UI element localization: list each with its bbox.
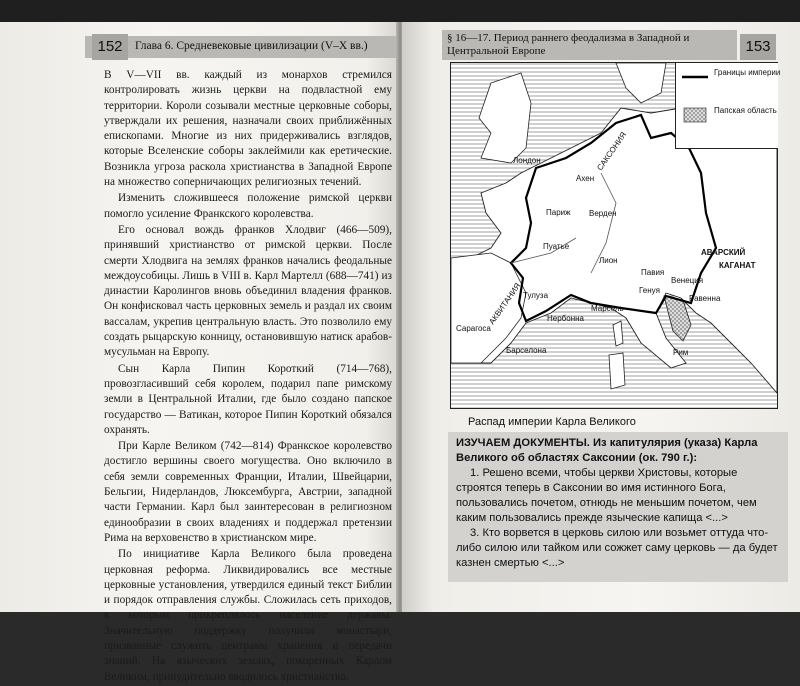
right-page-number: 153 [740,34,776,60]
document-title: ИЗУЧАЕМ ДОКУМЕНТЫ. Из капитулярия (указа) Карла Великого об областях Саксонии (ок. 790 г.): [456,437,758,464]
left-page [0,22,398,683]
right-running-header: § 16—17. Период раннего феодализма в Западной и Центральной Европе [447,32,690,57]
sardinia-land [609,353,625,389]
legend-label: Папская область [714,106,777,115]
map-label: Нербонна [547,314,584,323]
left-running-header: Глава 6. Средневековые цивилизации (V–X вв.) [135,40,368,52]
papal-legend-swatch [684,108,706,122]
map-label: Венеция [671,276,704,285]
legend-svg [676,63,781,148]
left-body-text [104,68,392,686]
document-box [448,432,788,582]
paragraph: Изменить сложившееся положение римской церкви помогло усиление Франкского королевства. [104,192,392,220]
right-page [402,22,800,612]
map-label: АКВИТАНИЯ [487,281,523,327]
paragraph: При Карле Великом (742—814) Франкское королевство достигло вершины своего могущества. Оно включило в себя земли современных Франции, Италии, Швейцарии, Бельгии, Нидерландов, Люксембурга, Австрии, западной части Германии. Карл был заинтересован в религиозном единообразии в своих владениях и поддержал претензии Рима на верховенство в христианском мире. [104,440,392,544]
historical-map [450,62,781,409]
map-legend [675,63,781,149]
map-label: КАГАНАТ [719,261,756,270]
map-label: Генуя [639,286,660,295]
map-label: Верден [589,209,617,218]
document-item: 3. Кто ворвется в церковь силою или возьмет оттуда что-либо силою или тайком или сожжет саму церковь — да будет казнен смертью <...> [456,527,778,569]
map-label: Сарагоса [456,324,491,333]
map-caption: Распад империи Карла Великого [468,416,636,428]
map-label: Ахен [576,174,595,183]
map-label: Лион [599,256,618,265]
map-label: Павия [641,268,665,277]
map-label: Пуатье [543,242,570,251]
map-label: Барселона [506,346,547,355]
map-label: Рим [673,348,689,357]
legend-label: Границы империи [714,68,781,77]
map-label: АВАРСКИЙ [701,248,746,257]
map-label: Тулуза [523,291,549,300]
left-page-number: 152 [92,34,128,60]
map-label: Равенна [689,294,721,303]
map-label: Марсель [591,304,624,313]
map-label: Лондон [513,156,541,165]
paragraph: По инициативе Карла Великого была проведена церковная реформа. Ликвидировались все местные церковные установления, утвердился единый текст Библии и порядок отправления службы. Сложилась сеть приходов, к которым прикреплялось население державы. Значительную поддержку получили монастыри, призванные служить центрами хранения и передачи знаний. На языческих землях, покоренных Карлом Великим, принудительно вводилось христианство. [104,548,392,683]
map-label: Париж [546,208,571,217]
paragraph: В V—VII вв. каждый из монархов стремился контролировать жизнь церкви на подвластной ему территории. Короли созывали местные церковные соборы, утверждали их решения, назначали своих приближённых епископами. Многие из них придерживались взглядов, которые Вселенские соборы заклеймили как еретические. Возникла угроза раскола христианства в Западной Европе на множество соперничающих религиозных течений. [104,69,392,189]
map-label: САКСОНИЯ [595,130,629,173]
paragraph: Сын Карла Пипин Короткий (714—768), провозгласивший себя королем, подарил папе римскому земли в Центральной Италии, где было создано папское государство — Ватикан, которое Пипин Короткий обязался охранять. [104,362,392,436]
paragraph: Его основал вождь франков Хлодвиг (466—509), принявший христианство от римской церкви. После смерти Хлодвига на землях франков начались феодальные междоусобицы. Лишь в VIII в. Карл Мартелл (688—741) из династии Каролингов вновь объединил владения франков. Он конфисковал часть церковных земель и раздал их своим вассалам, укрепив центральную власть. Это позволило ему создать рыцарскую конницу, остановившую натиск арабов-мусульман на Европу. [104,223,392,359]
document-item: 1. Решено всеми, чтобы церкви Христовы, которые строятся теперь в Саксонии во имя истинного Бога, пользовались почетом, отнюдь не меньшим почетом, чем каким пользовались прежде языческие капища <...> [456,467,757,524]
